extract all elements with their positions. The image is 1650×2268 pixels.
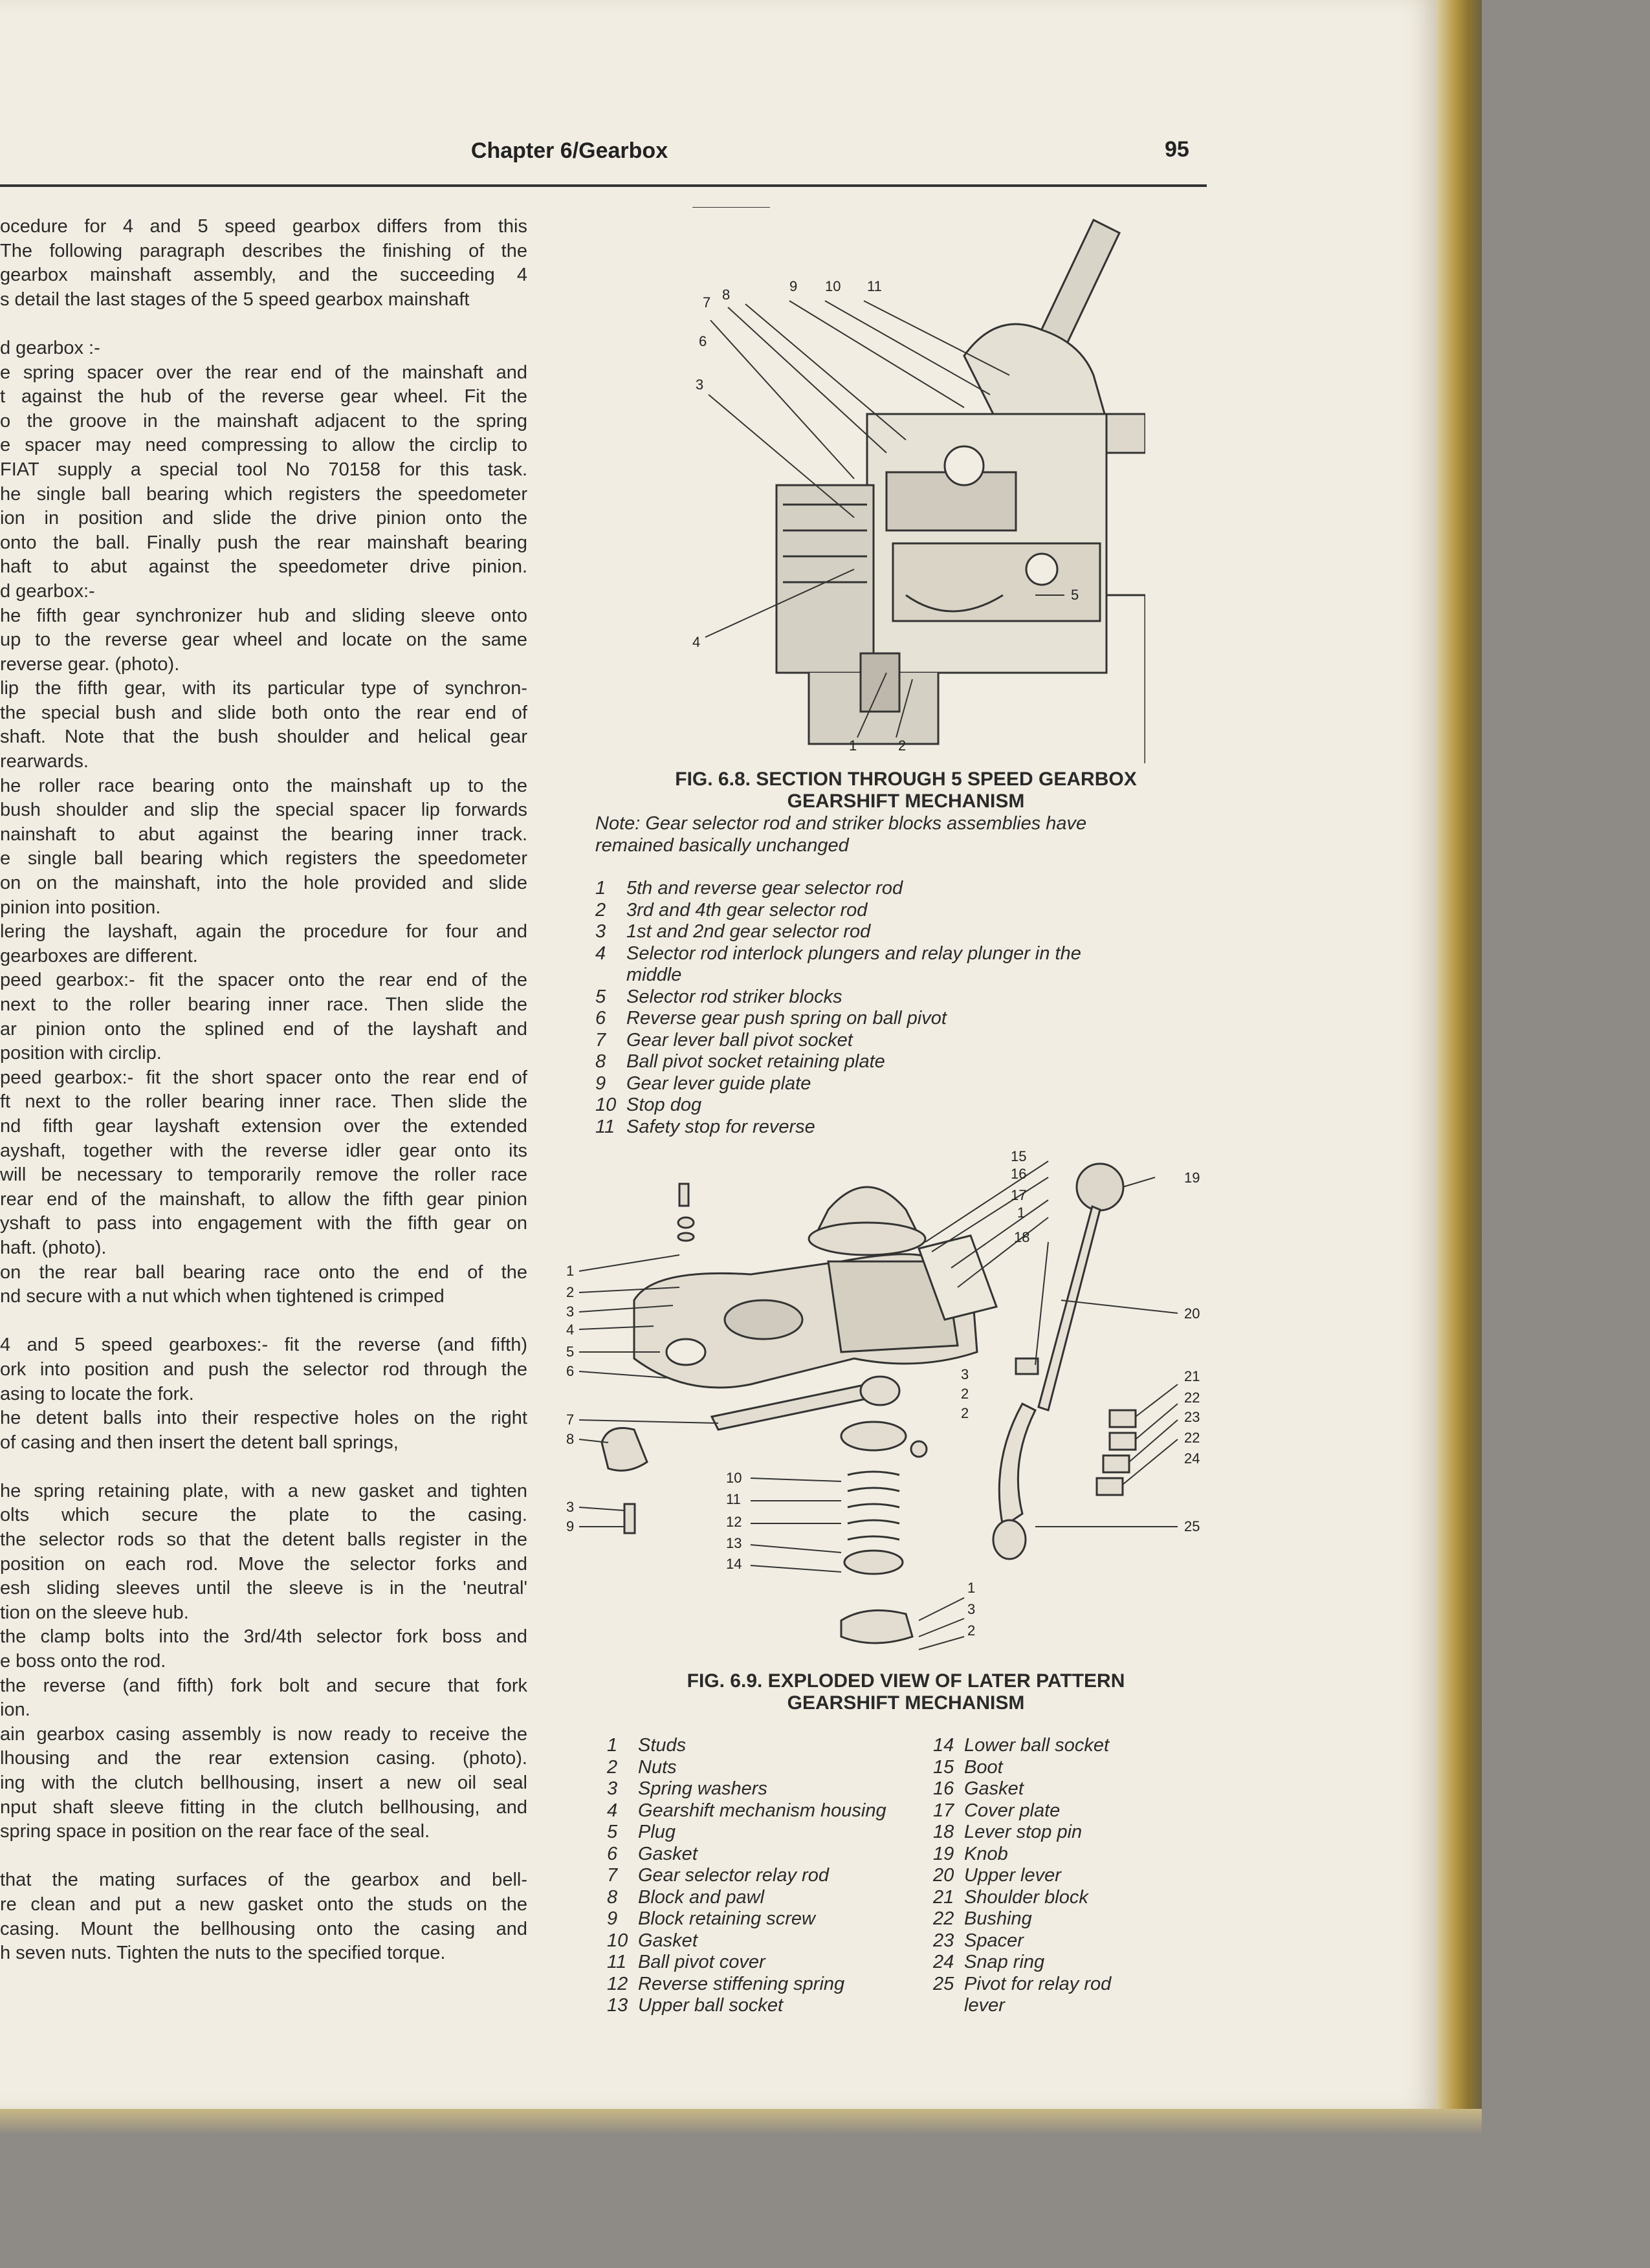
legend-item-text: Gearshift mechanism housing (638, 1800, 886, 1821)
fig-6-9-caption-line2: GEARSHIFT MECHANISM (787, 1692, 1025, 1714)
legend-item-number: 10 (607, 1930, 628, 1951)
legend-item (595, 965, 1204, 987)
legend-item-number: 1 (595, 878, 606, 899)
legend-item (595, 1117, 1204, 1139)
legend-item-number: 3 (607, 1778, 618, 1799)
fig69-callout-16: 16 (1011, 1166, 1027, 1182)
body-line: he fifth gear synchronizer hub and sliding sleeve onto (0, 605, 527, 626)
fig69-callout-3-bottom: 3 (967, 1601, 976, 1617)
legend-item-number: 3 (595, 921, 606, 942)
legend-item-number: 1 (607, 1735, 618, 1756)
legend-item-text: Block and pawl (638, 1886, 765, 1908)
fig68-callout-2: 2 (898, 737, 907, 754)
legend-item (607, 1908, 930, 1930)
fig68-callout-10: 10 (825, 278, 841, 294)
fig69-callout-10: 10 (726, 1470, 742, 1486)
legend-item-number: 20 (933, 1865, 954, 1886)
legend-item-text: 1st and 2nd gear selector rod (626, 921, 871, 942)
legend-item-text: Cover plate (964, 1800, 1061, 1821)
legend-item-number: 22 (933, 1908, 954, 1929)
legend-item (595, 1051, 1204, 1073)
legend-item (607, 1778, 930, 1800)
legend-item-number: 5 (607, 1822, 618, 1842)
book-spine (1436, 0, 1482, 2135)
body-line: 4 and 5 speed gearboxes:- fit the reverse (and fifth) (0, 1335, 527, 1356)
legend-item-number: 7 (595, 1029, 606, 1051)
body-line: ft next to the roller bearing inner race. Then slide the (0, 1091, 527, 1113)
legend-item (607, 1735, 930, 1757)
body-line: olts which secure the plate to the casing. (0, 1505, 527, 1526)
legend-item-number: 2 (595, 899, 606, 921)
legend-item-text: Bushing (964, 1908, 1032, 1929)
legend-item-text: Safety stop for reverse (626, 1116, 815, 1137)
legend-item-number: 21 (933, 1886, 954, 1908)
legend-item-number: 13 (607, 1995, 628, 2016)
body-line: of casing and then insert the detent ball springs, (0, 1432, 399, 1453)
legend-item-number: 5 (595, 986, 606, 1007)
body-line: shaft. Note that the bush shoulder and helical gear (0, 726, 527, 748)
body-line: re clean and put a new gasket onto the studs on the (0, 1893, 527, 1915)
header-rule (0, 184, 1207, 187)
legend-item-text: middle (626, 965, 682, 985)
legend-item (607, 1930, 930, 1952)
fig69-callout-3-mid: 3 (961, 1366, 969, 1382)
fig69-callout-25: 25 (1184, 1518, 1200, 1534)
legend-item-text: Nuts (638, 1756, 677, 1778)
legend-item-text: lever (964, 1995, 1005, 2016)
body-line: nd fifth gear layshaft extension over the extended (0, 1115, 527, 1137)
fig69-callout-14: 14 (726, 1556, 742, 1572)
legend-item (607, 1887, 930, 1909)
body-line: nput shaft sleeve fitting in the clutch bellhousing, and (0, 1796, 527, 1818)
legend-item-text: Gear lever ball pivot socket (626, 1029, 853, 1051)
legend-item (933, 1865, 1205, 1887)
body-line: that the mating surfaces of the gearbox and bell- (0, 1870, 527, 1891)
fig69-callout-15: 15 (1011, 1148, 1027, 1164)
legend-item-number: 9 (595, 1073, 606, 1094)
body-line: asing to locate the fork. (0, 1383, 194, 1404)
legend-item-number: 6 (595, 1008, 606, 1029)
legend-item-text: Shoulder block (964, 1886, 1088, 1908)
legend-item (595, 1030, 1204, 1052)
legend-item (595, 1095, 1204, 1117)
fig69-callout-1-upper: 1 (1017, 1205, 1026, 1221)
legend-item-number: 7 (607, 1865, 618, 1886)
legend-item (933, 1800, 1205, 1822)
body-line: lip the fifth gear, with its particular type of synchron- (0, 678, 527, 699)
legend-item-number: 9 (607, 1908, 618, 1929)
fig69-callout-13: 13 (726, 1535, 742, 1551)
legend-item-text: Upper ball socket (638, 1995, 784, 2016)
legend-item-text: Ball pivot socket retaining plate (626, 1051, 885, 1072)
body-line: d gearbox:- (0, 580, 95, 602)
body-line: ing with the clutch bellhousing, insert a new oil seal (0, 1772, 527, 1793)
legend-item (607, 1800, 930, 1822)
fig-6-8-note-line2: remained basically unchanged (595, 835, 849, 856)
body-line: pinion into position. (0, 897, 161, 918)
legend-item (607, 1865, 930, 1887)
fig68-callout-8: 8 (722, 287, 731, 303)
body-line: nd secure with a nut which when tightened is crimped (0, 1286, 445, 1307)
legend-item (595, 900, 1204, 922)
fig68-callout-6: 6 (699, 333, 707, 349)
fig69-callout-6-left: 6 (566, 1363, 575, 1379)
body-line: up to the reverse gear wheel and locate on the same (0, 629, 527, 651)
legend-item (607, 1995, 930, 2017)
legend-item-number: 25 (933, 1973, 954, 1994)
body-line: s detail the last stages of the 5 speed gearbox mainshaft (0, 289, 470, 310)
fig-6-9-caption-line1: FIG. 6.9. EXPLODED VIEW OF LATER PATTERN (687, 1670, 1125, 1692)
body-line: d gearbox :- (0, 337, 100, 358)
body-line: he roller race bearing onto the mainshaft up to the (0, 775, 527, 796)
body-line: e spring spacer over the rear end of the mainshaft and (0, 362, 527, 383)
body-line: e single ball bearing which registers the speedometer (0, 848, 527, 869)
fig69-callout-7-left: 7 (566, 1412, 575, 1428)
fig69-callout-17: 17 (1011, 1187, 1027, 1203)
body-line: haft to abut against the speedometer drive pinion. (0, 556, 527, 578)
body-line: ion. (0, 1699, 30, 1721)
legend-item (595, 1073, 1204, 1095)
body-line: will be necessary to temporarily remove the roller race (0, 1164, 527, 1186)
body-line: esh sliding sleeves until the sleeve is in the 'neutral' (0, 1578, 527, 1599)
fig-6-8-legend (595, 878, 1204, 1138)
legend-item (933, 1930, 1205, 1952)
fig69-callout-2-mid-b: 2 (961, 1405, 969, 1421)
fig-6-8-note (595, 812, 1178, 856)
legend-item-text: Upper lever (964, 1865, 1061, 1886)
fig-6-9-legend-right (933, 1735, 1205, 2017)
fig69-callout-1-left: 1 (566, 1263, 575, 1279)
body-line: spring space in position on the rear face of the seal. (0, 1821, 430, 1842)
legend-item-number: 12 (607, 1973, 628, 1994)
body-line: e boss onto the rod. (0, 1651, 166, 1672)
body-line: rear end of the mainshaft, to allow the fifth gear pinion (0, 1188, 527, 1210)
fig69-callout-8-left: 8 (566, 1431, 575, 1447)
legend-item-text: Pivot for relay rod (964, 1973, 1112, 1994)
body-line: ain gearbox casing assembly is now ready to receive the (0, 1723, 527, 1745)
legend-item (933, 1887, 1205, 1909)
legend-item-number: 23 (933, 1930, 954, 1951)
body-line: the reverse (and fifth) fork bolt and secure that fork (0, 1675, 527, 1696)
legend-item (933, 1735, 1205, 1757)
legend-item (607, 1974, 930, 1996)
body-line: peed gearbox:- fit the short spacer onto the rear end of (0, 1067, 527, 1088)
body-line: FIAT supply a special tool No 70158 for this task. (0, 459, 527, 480)
legend-item-text: Knob (964, 1843, 1008, 1864)
fig-6-9-exploded-drawing (556, 1139, 1229, 1663)
body-line: ayshaft, together with the reverse idler gear onto its (0, 1140, 527, 1161)
body-line: reverse gear. (photo). (0, 653, 180, 675)
legend-item-text: 5th and reverse gear selector rod (626, 878, 903, 899)
body-line: on the rear ball bearing race onto the end of the (0, 1261, 527, 1283)
legend-item-text: Ball pivot cover (638, 1952, 765, 1972)
legend-item-text: Stop dog (626, 1095, 702, 1115)
legend-item (607, 1822, 930, 1844)
fig69-callout-9-left: 9 (566, 1518, 575, 1534)
body-line: ork into position and push the selector rod through the (0, 1358, 527, 1380)
fig68-callout-9: 9 (789, 278, 798, 294)
fig69-callout-11: 11 (726, 1491, 741, 1507)
body-line: he single ball bearing which registers the speedometer (0, 483, 527, 505)
fig69-callout-1-bottom: 1 (967, 1580, 976, 1596)
body-line: rearwards. (0, 751, 89, 772)
legend-item (607, 1757, 930, 1779)
body-line (0, 1309, 527, 1334)
legend-item-text: Gear lever guide plate (626, 1073, 811, 1094)
body-line: lering the layshaft, again the procedure for four and (0, 921, 527, 943)
legend-item-text: Spring washers (638, 1778, 767, 1799)
body-line: ar pinion onto the splined end of the layshaft and (0, 1018, 527, 1040)
body-line: peed gearbox:- fit the spacer onto the rear end of the (0, 970, 527, 991)
fig69-callout-12: 12 (726, 1514, 742, 1530)
body-line: t against the hub of the reverse gear wheel. Fit the (0, 386, 527, 408)
legend-item-number: 10 (595, 1095, 617, 1115)
legend-item-text: Boot (964, 1756, 1003, 1778)
fig-6-8-caption-line1: FIG. 6.8. SECTION THROUGH 5 SPEED GEARBOX (675, 769, 1137, 790)
body-line: on on the mainshaft, into the hole provided and slide (0, 873, 527, 894)
fig68-callout-5: 5 (1071, 587, 1079, 603)
body-line: The following paragraph describes the finishing of the (0, 240, 527, 261)
body-line: next to the roller bearing inner race. Then slide the (0, 994, 527, 1015)
page-number: 95 (1165, 137, 1189, 162)
fig-6-9-caption (621, 1670, 1191, 1714)
fig69-callout-2-mid: 2 (961, 1386, 969, 1402)
legend-item (933, 1952, 1205, 1974)
fig68-callout-1: 1 (849, 737, 857, 754)
chapter-title: Chapter 6/Gearbox (470, 138, 668, 163)
body-line (0, 312, 527, 336)
legend-item-text: 3rd and 4th gear selector rod (626, 899, 868, 921)
legend-item-text: Snap ring (964, 1952, 1045, 1972)
body-line: position with circlip. (0, 1043, 162, 1064)
body-line: gearbox mainshaft assembly, and the succeeding 4 (0, 265, 527, 286)
body-line: the special bush and slide both onto the rear end of (0, 702, 527, 723)
fig69-callout-3-lower: 3 (566, 1499, 575, 1515)
fig69-callout-20: 20 (1184, 1305, 1200, 1322)
legend-item (933, 1757, 1205, 1779)
legend-item-number: 11 (595, 1116, 615, 1137)
body-line: ocedure for 4 and 5 speed gearbox differs from this (0, 216, 527, 237)
legend-item-number (933, 1995, 964, 2017)
fig69-callout-5-left: 5 (566, 1344, 575, 1360)
fig69-callout-22b: 22 (1184, 1430, 1200, 1446)
legend-item (933, 1822, 1205, 1844)
body-line: bush shoulder and slip the special spacer lip forwards (0, 800, 527, 821)
legend-item-text: Gasket (638, 1930, 698, 1951)
fig69-callout-24: 24 (1184, 1450, 1200, 1467)
legend-item-number: 15 (933, 1756, 954, 1778)
legend-item-number: 17 (933, 1800, 954, 1821)
body-line: haft. (photo). (0, 1237, 107, 1258)
legend-item (607, 1844, 930, 1866)
fig-6-8-caption-line2: GEARSHIFT MECHANISM (787, 791, 1025, 812)
legend-item-text: Block retaining screw (638, 1908, 815, 1929)
legend-item-text: Gasket (964, 1778, 1024, 1799)
legend-item-text: Reverse gear push spring on ball pivot (626, 1008, 947, 1029)
fig69-callout-19: 19 (1184, 1170, 1200, 1186)
body-text-column (0, 215, 527, 1966)
legend-item-number: 8 (607, 1886, 618, 1908)
legend-item-number: 24 (933, 1952, 954, 1972)
fig69-callout-21: 21 (1184, 1368, 1200, 1384)
legend-item-text: Plug (638, 1822, 676, 1842)
legend-item (933, 1974, 1205, 1996)
body-line: lhousing and the rear extension casing. (photo). (0, 1748, 527, 1769)
body-line: gearboxes are different. (0, 945, 198, 966)
body-line: e spacer may need compressing to allow the circlip to (0, 435, 527, 456)
legend-item-text: Selector rod striker blocks (626, 986, 842, 1007)
fig-6-8-note-line1: Note: Gear selector rod and striker blocks assemblies have (595, 813, 1087, 834)
legend-item-text: Gear selector relay rod (638, 1865, 829, 1886)
legend-item-number: 18 (933, 1822, 954, 1842)
body-line: onto the ball. Finally push the rear mainshaft bearing (0, 532, 527, 553)
fig69-callout-23: 23 (1184, 1409, 1200, 1425)
legend-item-number: 14 (933, 1735, 954, 1756)
legend-item-number: 4 (607, 1800, 618, 1821)
legend-item-number: 8 (595, 1051, 606, 1072)
body-line: the selector rods so that the detent balls register in the (0, 1529, 527, 1551)
legend-item-number: 4 (595, 943, 606, 964)
body-line (0, 1455, 527, 1479)
legend-item (595, 1008, 1204, 1030)
legend-item (607, 1952, 930, 1974)
legend-item-number: 11 (607, 1952, 627, 1972)
fig69-callout-3-left: 3 (566, 1303, 575, 1320)
legend-item (595, 921, 1204, 943)
body-line: he detent balls into their respective holes on the right (0, 1408, 527, 1429)
fig69-callout-2-left: 2 (566, 1284, 575, 1300)
body-line: nainshaft to abut against the bearing inner track. (0, 823, 527, 845)
legend-item (933, 1908, 1205, 1930)
fig68-callout-11: 11 (867, 278, 882, 294)
legend-item-number: 16 (933, 1778, 954, 1799)
legend-item (595, 878, 1204, 900)
legend-item-text: Selector rod interlock plungers and relay plunger in the (626, 943, 1081, 964)
legend-item-number: 2 (607, 1756, 618, 1778)
body-line: o the groove in the mainshaft adjacent to the spring (0, 410, 527, 431)
legend-item-number (595, 965, 626, 987)
body-line: the clamp bolts into the 3rd/4th selector fork boss and (0, 1626, 527, 1648)
fig68-callout-4: 4 (692, 634, 701, 650)
legend-item-number: 19 (933, 1843, 954, 1864)
legend-item (933, 1995, 1205, 2017)
legend-item-text: Gasket (638, 1843, 698, 1864)
body-line: position on each rod. Move the selector forks and (0, 1553, 527, 1575)
fig69-callout-4-left: 4 (566, 1322, 575, 1338)
legend-item (933, 1844, 1205, 1866)
fig69-callout-22: 22 (1184, 1390, 1200, 1406)
body-line (0, 1844, 527, 1869)
legend-item (933, 1778, 1205, 1800)
fig68-callout-3: 3 (696, 376, 704, 393)
legend-item-number: 6 (607, 1843, 618, 1864)
book-bottom-edge (0, 2109, 1482, 2135)
legend-item-text: Spacer (964, 1930, 1024, 1951)
body-line: tion on the sleeve hub. (0, 1602, 189, 1623)
legend-item-text: Lower ball socket (964, 1735, 1110, 1756)
legend-item-text: Studs (638, 1735, 687, 1756)
legend-item (595, 943, 1204, 965)
legend-item-text: Lever stop pin (964, 1822, 1083, 1842)
body-line: casing. Mount the bellhousing onto the casing and (0, 1918, 527, 1939)
body-line: ion in position and slide the drive pinion onto the (0, 508, 527, 529)
fig-6-8-caption (621, 769, 1191, 812)
legend-item-text: Reverse stiffening spring (638, 1973, 845, 1994)
body-line: he spring retaining plate, with a new gasket and tighten (0, 1480, 527, 1501)
fig-6-8-section-drawing (692, 207, 1145, 763)
fig69-callout-18: 18 (1014, 1229, 1030, 1245)
legend-item (595, 987, 1204, 1009)
fig-6-9-legend-left (607, 1735, 930, 2017)
fig68-callout-7: 7 (703, 294, 711, 311)
body-line: h seven nuts. Tighten the nuts to the specified torque. (0, 1943, 446, 1964)
body-line: yshaft to pass into engagement with the fifth gear on (0, 1213, 527, 1234)
fig69-callout-2-bottom: 2 (967, 1622, 976, 1639)
